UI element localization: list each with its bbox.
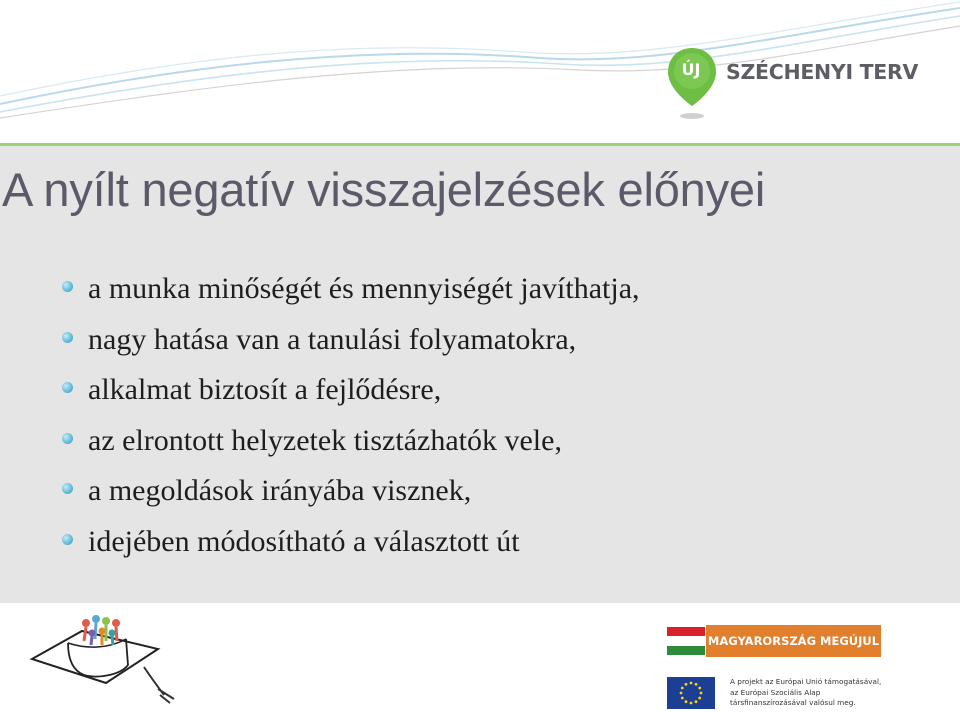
eu-funding-text [730, 677, 881, 709]
bullet-icon [62, 382, 73, 393]
bullet-item [62, 416, 640, 467]
bullet-icon [62, 433, 73, 444]
pin-label: ÚJ [681, 60, 701, 79]
graduation-cap-people-logo [28, 609, 188, 709]
bullet-icon [62, 483, 73, 494]
bullet-item [62, 466, 640, 517]
bullet-list [62, 264, 640, 567]
slide-footer [0, 603, 960, 712]
magyarorszag-megujul-banner: MAGYARORSZÁG MEGÚJUL [706, 625, 881, 657]
bullet-text: idejében módosítható a választott út [88, 524, 520, 558]
slide-header [0, 0, 960, 145]
bullet-item [62, 315, 640, 366]
eu-text-line: az Európai Szociális Alap [730, 687, 821, 697]
slide-content [0, 146, 960, 603]
bullet-text: alkalmat biztosít a fejlődésre, [88, 373, 442, 406]
bullet-text: a munka minőségét és mennyiségét javíthatja, [88, 272, 640, 305]
bullet-icon [62, 281, 73, 292]
bullet-text: nagy hatása van a tanulási folyamatokra, [88, 322, 577, 356]
eu-flag-icon [667, 677, 715, 709]
slide-title: A nyílt negatív visszajelzések előnyei [2, 163, 766, 216]
bullet-icon [62, 332, 73, 343]
bullet-item [62, 264, 640, 315]
bullet-icon [62, 534, 73, 545]
bullet-item [62, 365, 640, 416]
bullet-item [62, 517, 640, 568]
eu-funding-block [667, 619, 937, 711]
map-pin-icon [666, 46, 718, 122]
eu-text-line: A projekt az Európai Unió támogatásával, [730, 677, 882, 686]
bullet-text: a megoldások irányába visznek, [88, 474, 472, 507]
szechenyi-terv-logo [666, 46, 936, 124]
bullet-text: az elrontott helyzetek tisztázhatók vele, [88, 423, 562, 457]
hungarian-flag-icon [667, 627, 705, 655]
brand-name: SZÉCHENYI TERV [726, 60, 919, 84]
eu-text-line: társfinanszírozásával valósul meg. [730, 698, 856, 707]
